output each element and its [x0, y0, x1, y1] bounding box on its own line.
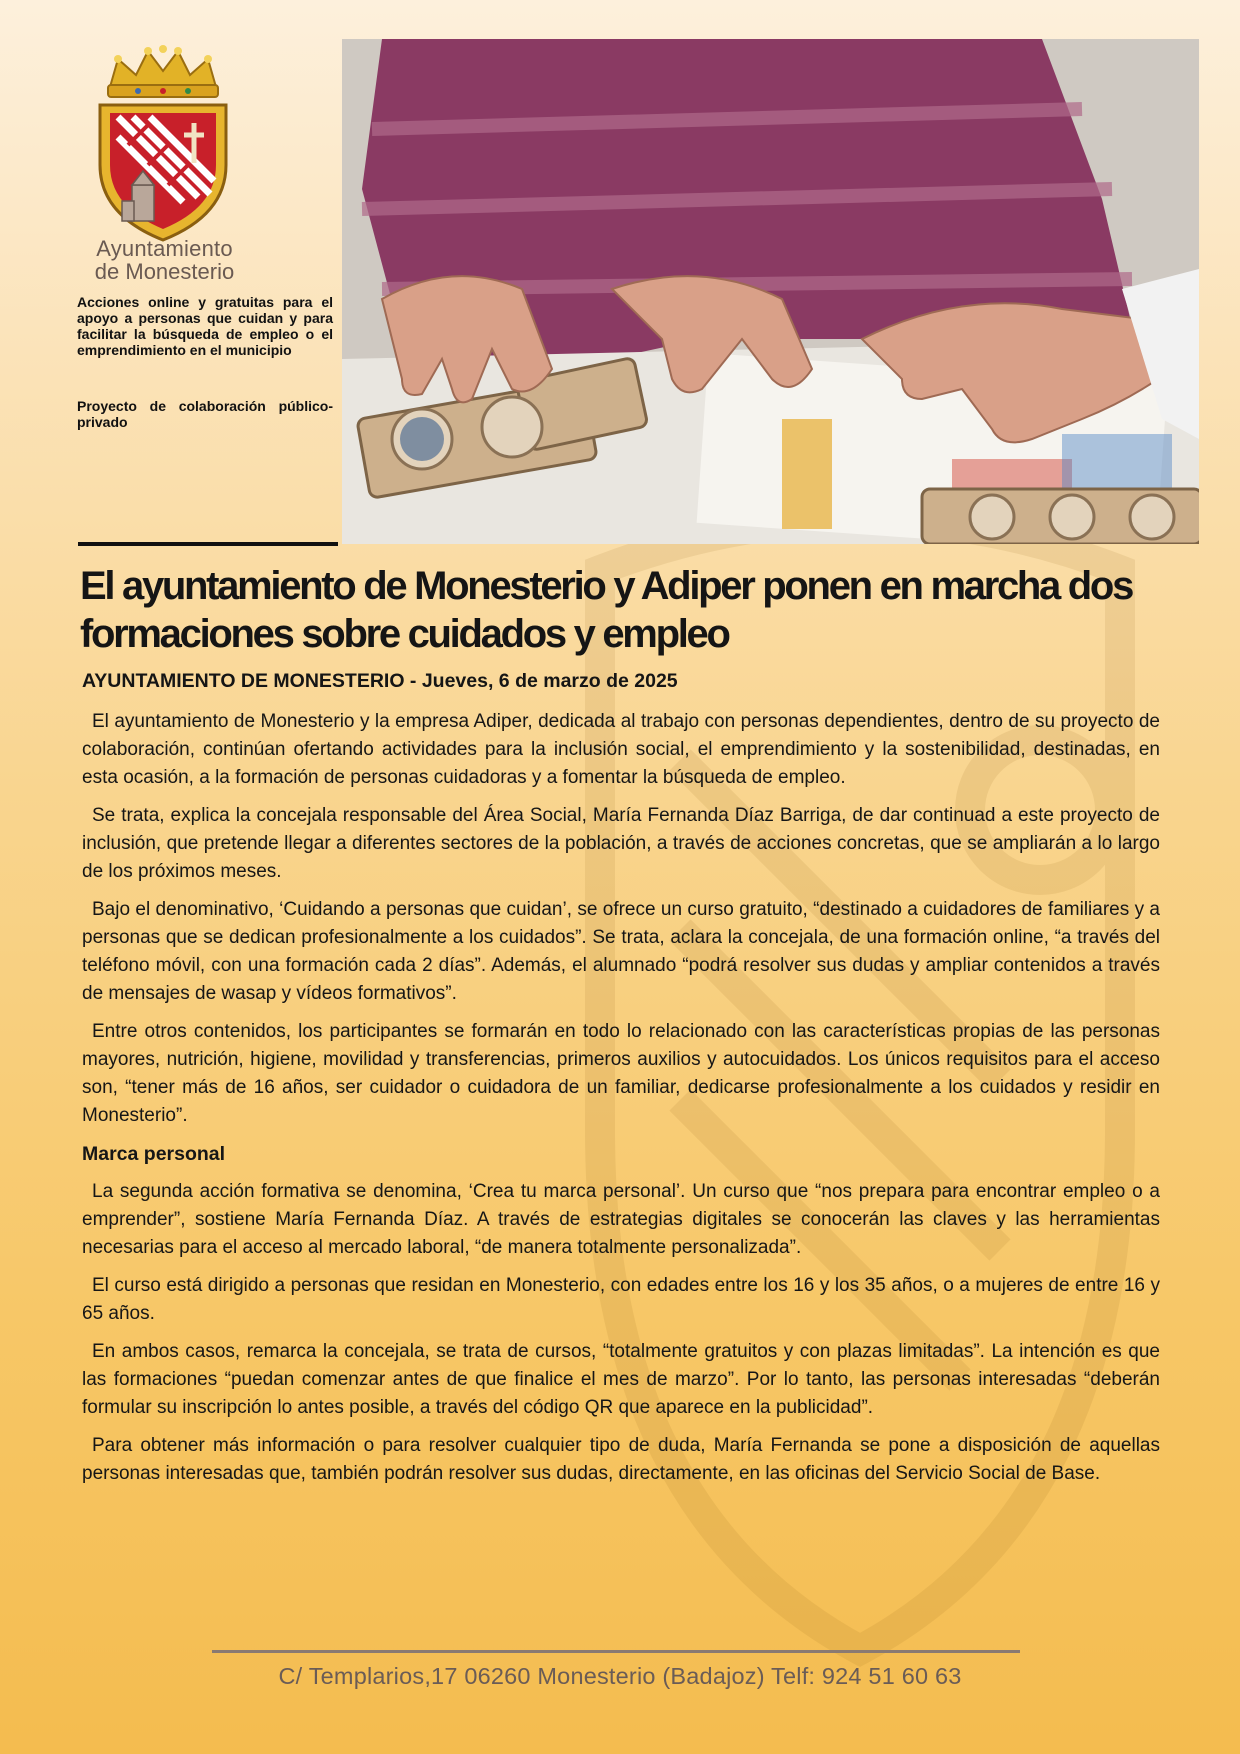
subtitle-summary: Acciones online y gratuitas para el apoyo a personas que cuidan y para facilitar la búsqueda de empleo o el emprendimiento en el municipio [77, 294, 333, 358]
article-byline: AYUNTAMIENTO DE MONESTERIO - Jueves, 6 de marzo de 2025 [82, 670, 678, 692]
footer-divider [212, 1650, 1020, 1653]
article-paragraph: Para obtener más información o para resolver cualquier tipo de duda, María Fernanda se pone a disposición de aquellas personas interesadas que, también podrán resolver sus dudas, directamente, en las oficinas del Servicio Social de Base. [82, 1435, 1160, 1484]
section-heading: Marca personal [82, 1143, 226, 1165]
article-headline: El ayuntamiento de Monesterio y Adiper ponen en marcha dos formaciones sobre cuidados y empleo [80, 564, 1133, 656]
subtitle-project-type: Proyecto de colaboración público-privado [77, 398, 333, 430]
article-paragraph: La segunda acción formativa se denomina, ‘Crea tu marca personal’. Un curso que “nos prepara para encontrar empleo o a emprender”, sostiene María Fernanda Díaz. A través de estrategias digitales se conocerán las claves y las herramientas necesarias para el acceso al mercado laboral, “de manera totalmente personalizada”. [82, 1181, 1160, 1258]
logo-line-1: Ayuntamiento [96, 236, 233, 261]
article-paragraph: El ayuntamiento de Monesterio y la empresa Adiper, dedicada al trabajo con personas dependientes, dentro de su proyecto de colaboración, continúan ofertando actividades para la inclusión social, el emprendimiento y la sostenibilidad, destinadas, en esta ocasión, a la formación de personas cuidadoras y a fomentar la búsqueda de empleo. [82, 711, 1160, 788]
municipality-wordmark [92, 238, 237, 283]
article-paragraph: Entre otros contenidos, los participantes se formarán en todo lo relacionado con las características propias de las personas mayores, nutrición, higiene, movilidad y transferencias, primeros auxilios y autocuidados. Los únicos requisitos para el acceso son, “tener más de 16 años, ser cuidador o cuidadora de un familiar, dedicarse profesionalmente a los cuidados y residir en Monesterio”. [82, 1021, 1160, 1126]
article-paragraph: Bajo el denominativo, ‘Cuidando a personas que cuidan’, se ofrece un curso gratuito, “destinado a cuidadores de familiares y a personas que se dedican profesionalmente a los cuidados”. Se trata, aclara la concejala, de una formación online, “a través del teléfono móvil, con una formación cada 2 días”. Además, el alumnado “podrá resolver sus dudas y ampliar contenidos a través de mensajes de wasap y vídeos formativos”. [82, 899, 1160, 1004]
article-paragraph: Se trata, explica la concejala responsable del Área Social, María Fernanda Díaz Barriga, de dar continuad a este proyecto de inclusión, que pretende llegar a diferentes sectores de la población, a través de acciones concretas, que se ampliarán a lo largo de los próximos meses. [82, 805, 1160, 882]
hands-wooden-puzzle-photo [342, 39, 1199, 544]
footer-address: C/ Templarios,17 06260 Monesterio (Badajoz) Telf: 924 51 60 63 [278, 1663, 962, 1689]
header-divider [78, 542, 338, 546]
article-paragraph: El curso está dirigido a personas que residan en Monesterio, con edades entre los 16 y los 35 años, o a mujeres de entre 16 y 65 años. [82, 1275, 1160, 1324]
logo-line-2: de Monesterio [94, 259, 235, 284]
article-paragraph: En ambos casos, remarca la concejala, se trata de cursos, “totalmente gratuitos y con plazas limitadas”. La intención es que las formaciones “puedan comenzar antes de que finalice el mes de marzo”. Por lo tanto, las personas interesadas “deberán formular su inscripción lo antes posible, a través del código QR que aparece en la publicidad”. [82, 1341, 1160, 1418]
article-body [82, 708, 1160, 1498]
